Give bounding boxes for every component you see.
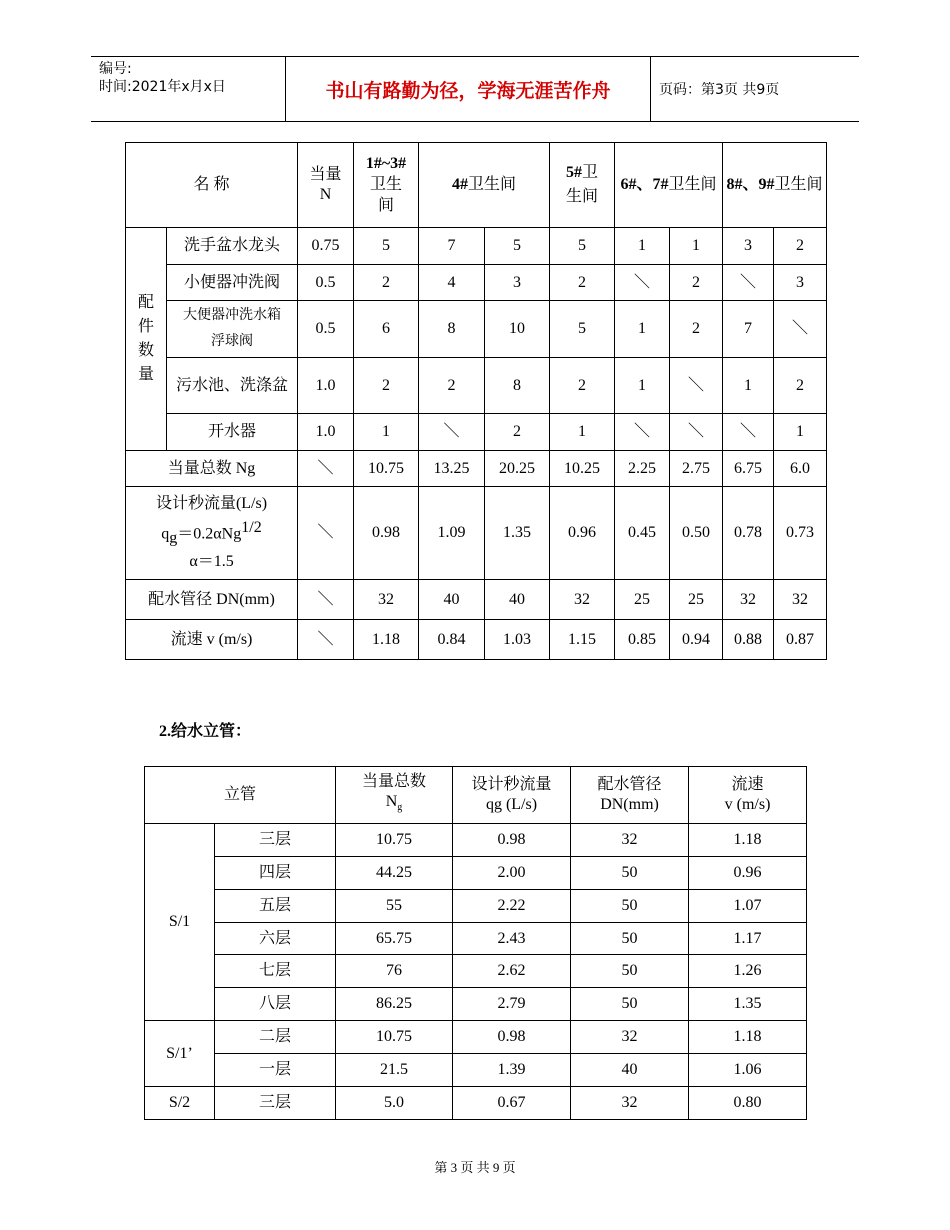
- table-row: 一层 21.5 1.39 40 1.06: [145, 1054, 807, 1087]
- fitting-group-label: 配件数量: [126, 228, 167, 451]
- riser-label: S/1: [145, 824, 215, 1021]
- group3-header: 5#卫生间: [550, 143, 615, 228]
- fitting-name: 开水器: [167, 414, 298, 451]
- equiv-total-header: 当量总数 $N_g$: [336, 767, 453, 824]
- section-title: 2.给水立管：: [159, 723, 252, 740]
- flow-header: 设计秒流量 qg (L/s): [453, 767, 571, 824]
- table-row: 四层 44.25 2.00 50 0.96: [145, 857, 807, 890]
- group1-header: 1#~3# 卫生间: [354, 143, 419, 228]
- header-page-info: 页码：第3页 共9页: [659, 82, 780, 98]
- group4-header: 6#、7#卫生间: [615, 143, 723, 228]
- table-row: 八层 86.25 2.79 50 1.35: [145, 988, 807, 1021]
- serial-label: 编号:: [99, 61, 132, 77]
- table-row: 五层 55 2.22 50 1.07: [145, 890, 807, 923]
- table-row: 大便器冲洗水箱浮球阀 0.5 6 8 10 5 1 2 7 ＼: [126, 301, 827, 358]
- table2-header-row: [145, 767, 807, 824]
- header-meta: [91, 57, 286, 121]
- riser-header: 立管: [145, 767, 336, 824]
- pipe-row: 配水管径 DN(mm) ＼ 32 40 40 32 25 25 32 32: [126, 580, 827, 620]
- table-row: S/1 三层 10.75 0.98 32 1.18: [145, 824, 807, 857]
- table-row: 六层 65.75 2.43 50 1.17: [145, 923, 807, 955]
- total-row: 当量总数 Ng ＼ 10.75 13.25 20.25 10.25 2.25 2.75 6.75 6.0: [126, 451, 827, 487]
- page-footer: 第 3 页 共 9 页: [434, 1160, 516, 1175]
- table-row: S/2 三层 5.0 0.67 32 0.80: [145, 1087, 807, 1120]
- page-header: [91, 56, 859, 122]
- fittings-table: [125, 142, 827, 660]
- table-row: 七层 76 2.62 50 1.26: [145, 955, 807, 988]
- flow-row: 设计秒流量(L/s) qg＝0.2αNg1/2 α＝1.5 ＼ 0.98 1.09 1.35 0.96 0.45 0.50 0.78 0.73: [126, 487, 827, 580]
- time-value: 2021年x月x日: [131, 79, 226, 95]
- table-row: 污水池、洗涤盆 1.0 2 2 8 2 1 ＼ 1 2: [126, 358, 827, 414]
- table-row: S/1’ 二层 10.75 0.98 32 1.18: [145, 1021, 807, 1054]
- table1-header-row: [126, 143, 827, 228]
- group5-header: 8#、9#卫生间: [723, 143, 827, 228]
- riser-label: S/2: [145, 1087, 215, 1120]
- header-motto: 书山有路勤为径，学海无涯苦作舟: [286, 57, 651, 121]
- time-label: 时间:: [99, 79, 132, 95]
- table-row: 小便器冲洗阀 0.5 2 4 3 2 ＼ 2 ＼ 3: [126, 265, 827, 301]
- table-row: 配件数量 洗手盆水龙头 0.75 5 7 5 5 1 1 3 2: [126, 228, 827, 265]
- fitting-name: 洗手盆水龙头: [167, 228, 298, 265]
- name-header: 名 称: [126, 143, 298, 228]
- time-line: [99, 78, 285, 96]
- speed-header: 流速 v (m/s): [689, 767, 807, 824]
- riser-table: [144, 766, 807, 1120]
- equiv-header: 当量 N: [298, 143, 354, 228]
- fitting-name: 小便器冲洗阀: [167, 265, 298, 301]
- flow-label: 设计秒流量(L/s) qg＝0.2αNg1/2 α＝1.5: [126, 487, 298, 580]
- riser-label: S/1’: [145, 1021, 215, 1087]
- pipe-header: 配水管径 DN(mm): [571, 767, 689, 824]
- fitting-name: 污水池、洗涤盆: [167, 358, 298, 414]
- group2-header: 4#卫生间: [419, 143, 550, 228]
- table-row: 开水器 1.0 1 ＼ 2 1 ＼ ＼ ＼ 1: [126, 414, 827, 451]
- fitting-name: 大便器冲洗水箱浮球阀: [167, 301, 298, 358]
- speed-row: 流速 v (m/s) ＼ 1.18 0.84 1.03 1.15 0.85 0.94 0.88 0.87: [126, 620, 827, 660]
